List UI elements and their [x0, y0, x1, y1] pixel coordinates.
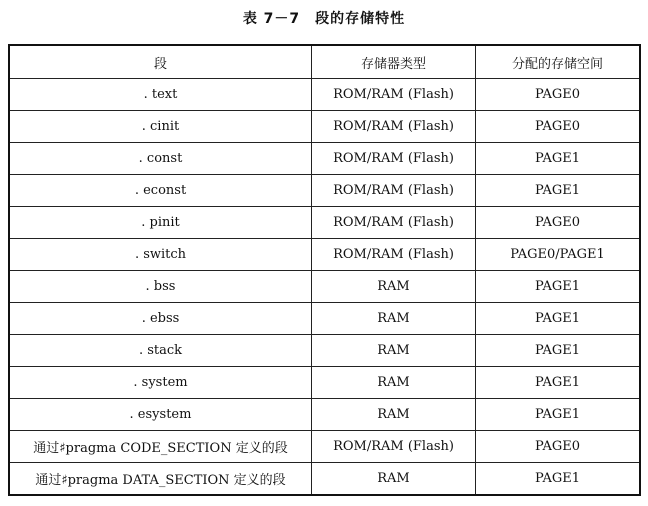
- table-row: [9, 207, 640, 239]
- memory-type-cell: RAM: [312, 335, 476, 367]
- table-row: [9, 367, 640, 399]
- allocated-space-cell: PAGE1: [476, 399, 641, 431]
- memory-type-cell: RAM: [312, 271, 476, 303]
- allocated-space-cell: PAGE0: [476, 79, 641, 111]
- segment-cell: . ebss: [9, 303, 312, 335]
- segment-cell: . system: [9, 367, 312, 399]
- allocated-space-cell: PAGE1: [476, 463, 641, 496]
- table-row: [9, 463, 640, 496]
- allocated-space-cell: PAGE1: [476, 303, 641, 335]
- segment-cell: . bss: [9, 271, 312, 303]
- allocated-space-cell: PAGE1: [476, 143, 641, 175]
- segment-cell: 通过♯pragma DATA_SECTION 定义的段: [9, 463, 312, 496]
- segment-cell: . text: [9, 79, 312, 111]
- table-title: 表 7－7 段的存储特性: [242, 11, 406, 27]
- table-row: [9, 303, 640, 335]
- memory-type-cell: ROM/RAM (Flash): [312, 207, 476, 239]
- header-segment: 段: [9, 45, 312, 79]
- memory-type-cell: ROM/RAM (Flash): [312, 175, 476, 207]
- segment-cell: . econst: [9, 175, 312, 207]
- table-row: [9, 111, 640, 143]
- segment-cell: . esystem: [9, 399, 312, 431]
- table-header-row: [9, 45, 640, 79]
- table-row: [9, 271, 640, 303]
- allocated-space-cell: PAGE0: [476, 111, 641, 143]
- segment-cell: . switch: [9, 239, 312, 271]
- table-row: [9, 239, 640, 271]
- allocated-space-cell: PAGE0: [476, 431, 641, 463]
- table-row: [9, 431, 640, 463]
- memory-type-cell: ROM/RAM (Flash): [312, 79, 476, 111]
- allocated-space-cell: PAGE1: [476, 271, 641, 303]
- table-row: [9, 175, 640, 207]
- table-row: [9, 79, 640, 111]
- segment-cell: . const: [9, 143, 312, 175]
- table-row: [9, 143, 640, 175]
- allocated-space-cell: PAGE0/PAGE1: [476, 239, 641, 271]
- segment-cell: . pinit: [9, 207, 312, 239]
- allocated-space-cell: PAGE1: [476, 367, 641, 399]
- table-row: [9, 399, 640, 431]
- header-memory-type: 存储器类型: [312, 45, 476, 79]
- allocated-space-cell: PAGE0: [476, 207, 641, 239]
- allocated-space-cell: PAGE1: [476, 175, 641, 207]
- memory-type-cell: ROM/RAM (Flash): [312, 239, 476, 271]
- memory-type-cell: ROM/RAM (Flash): [312, 111, 476, 143]
- memory-type-cell: RAM: [312, 303, 476, 335]
- table-row: [9, 335, 640, 367]
- segment-cell: . stack: [9, 335, 312, 367]
- header-allocated-space: 分配的存储空间: [476, 45, 641, 79]
- memory-type-cell: RAM: [312, 399, 476, 431]
- memory-type-cell: RAM: [312, 367, 476, 399]
- segment-cell: 通过♯pragma CODE_SECTION 定义的段: [9, 431, 312, 463]
- memory-type-cell: RAM: [312, 463, 476, 496]
- segment-properties-table: [8, 44, 641, 496]
- allocated-space-cell: PAGE1: [476, 335, 641, 367]
- memory-type-cell: ROM/RAM (Flash): [312, 143, 476, 175]
- memory-type-cell: ROM/RAM (Flash): [312, 431, 476, 463]
- segment-cell: . cinit: [9, 111, 312, 143]
